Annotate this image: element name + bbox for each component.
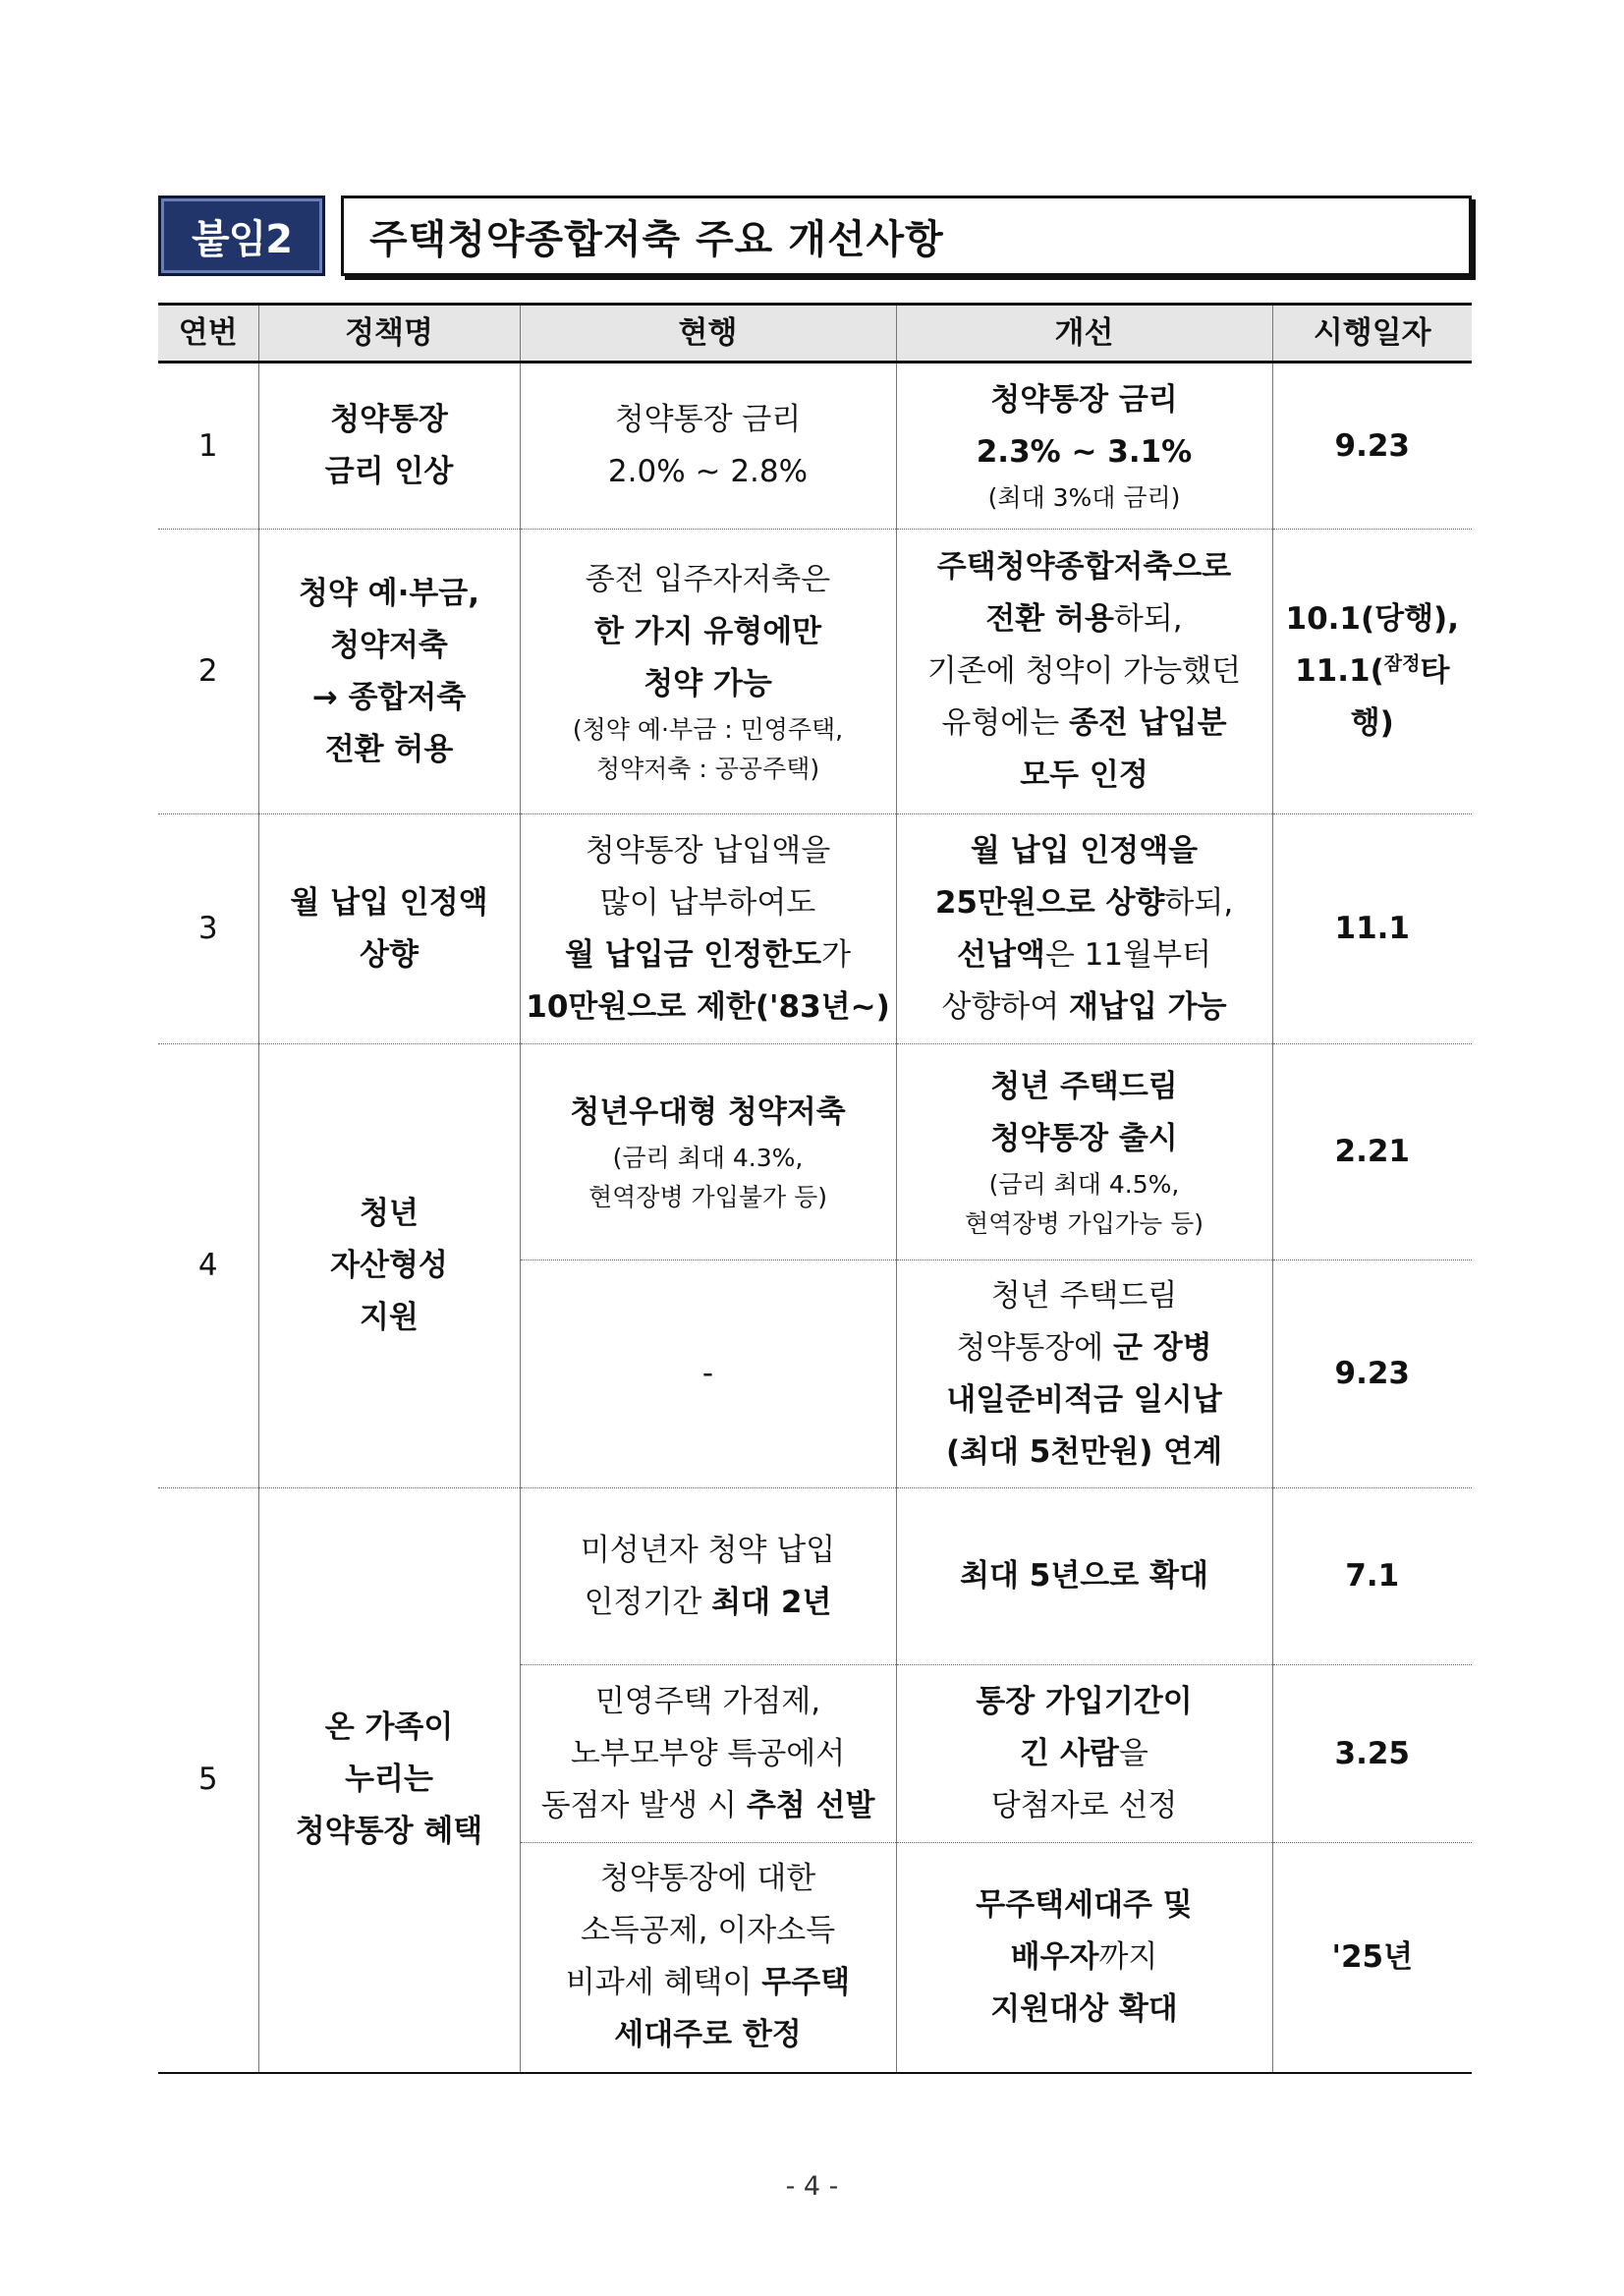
row-number: 5	[158, 1488, 258, 2073]
table-row	[158, 530, 1472, 814]
table-row	[158, 363, 1472, 530]
current-cell: 민영주택 가점제, 노부모부양 특공에서 동점자 발생 시 추첨 선발	[520, 1665, 896, 1843]
page-number: - 4 -	[785, 2171, 839, 2202]
policy-name: 청약 예·부금, 청약저축 → 종합저축 전환 허용	[258, 530, 520, 814]
col-header-policy: 정책명	[258, 305, 520, 363]
improved-cell: 통장 가입기간이 긴 사람을 당첨자로 선정	[896, 1665, 1272, 1843]
col-header-current: 현행	[520, 305, 896, 363]
effective-date: 7.1	[1272, 1488, 1472, 1665]
effective-date: '25년	[1272, 1843, 1472, 2073]
effective-date: 9.23	[1272, 1260, 1472, 1488]
improved-cell: 청년 주택드림 청약통장 출시 (금리 최대 4.5%, 현역장병 가입가능 등)	[896, 1044, 1272, 1260]
improved-cell: 최대 5년으로 확대	[896, 1488, 1272, 1665]
current-cell: -	[520, 1260, 896, 1488]
col-header-no: 연번	[158, 305, 258, 363]
policy-name: 온 가족이 누리는 청약통장 혜택	[258, 1488, 520, 2073]
current-cell: 청약통장 금리 2.0% ~ 2.8%	[520, 363, 896, 530]
effective-date: 2.21	[1272, 1044, 1472, 1260]
effective-date: 11.1	[1272, 814, 1472, 1044]
table-header-row	[158, 305, 1472, 363]
attachment-badge: 붙임2	[158, 196, 325, 276]
effective-date: 3.25	[1272, 1665, 1472, 1843]
policy-name: 청년 자산형성 지원	[258, 1044, 520, 1488]
table-row	[158, 1044, 1472, 1260]
title-row	[158, 196, 1472, 276]
effective-date: 9.23	[1272, 363, 1472, 530]
col-header-improved: 개선	[896, 305, 1272, 363]
improved-cell: 청약통장 금리 2.3% ~ 3.1% (최대 3%대 금리)	[896, 363, 1272, 530]
table-row	[158, 814, 1472, 1044]
effective-date: 10.1(당행), 11.1($^{잠정}$타행)	[1272, 530, 1472, 814]
policy-name: 청약통장 금리 인상	[258, 363, 520, 530]
col-header-date: 시행일자	[1272, 305, 1472, 363]
row-number: 4	[158, 1044, 258, 1488]
table-row	[158, 1488, 1472, 1665]
current-cell: 청약통장에 대한 소득공제, 이자소득 비과세 혜택이 무주택 세대주로 한정	[520, 1843, 896, 2073]
improved-cell: 청년 주택드림 청약통장에 군 장병 내일준비적금 일시납 (최대 5천만원) 연계	[896, 1260, 1272, 1488]
improvements-table	[158, 303, 1472, 2074]
improved-cell: 무주택세대주 및 배우자까지 지원대상 확대	[896, 1843, 1272, 2073]
current-cell: 종전 입주자저축은 한 가지 유형에만 청약 가능 (청약 예·부금 : 민영주택, 청약저축 : 공공주택)	[520, 530, 896, 814]
row-number: 1	[158, 363, 258, 530]
row-number: 3	[158, 814, 258, 1044]
improved-cell: 주택청약종합저축으로 전환 허용하되, 기존에 청약이 가능했던 유형에는 종전 납입분 모두 인정	[896, 530, 1272, 814]
page-title: 주택청약종합저축 주요 개선사항	[341, 196, 1472, 276]
current-cell: 청약통장 납입액을 많이 납부하여도 월 납입금 인정한도가 10만원으로 제한('83년~)	[520, 814, 896, 1044]
current-cell: 청년우대형 청약저축 (금리 최대 4.3%, 현역장병 가입불가 등)	[520, 1044, 896, 1260]
current-cell: 미성년자 청약 납입 인정기간 최대 2년	[520, 1488, 896, 1665]
policy-name: 월 납입 인정액 상향	[258, 814, 520, 1044]
improved-cell: 월 납입 인정액을 25만원으로 상향하되, 선납액은 11월부터 상향하여 재납입 가능	[896, 814, 1272, 1044]
row-number: 2	[158, 530, 258, 814]
